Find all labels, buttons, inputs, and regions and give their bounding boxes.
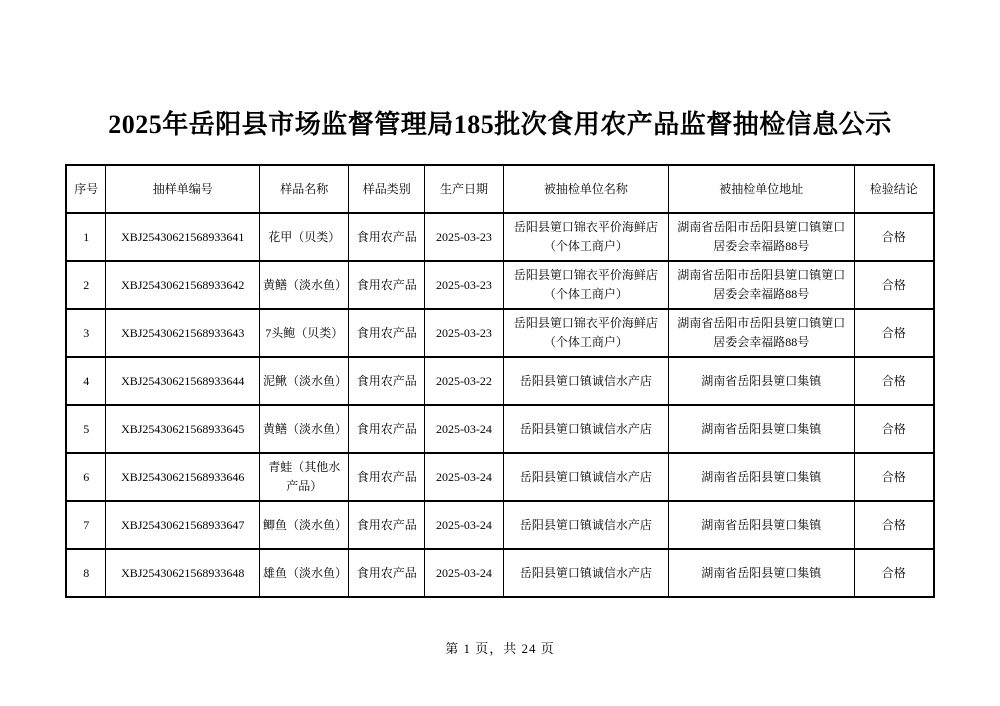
cell-no: 5	[66, 405, 106, 453]
cell-no: 7	[66, 501, 106, 549]
table-header-row	[66, 165, 934, 213]
cell-sample-name: 鲫鱼（淡水鱼）	[260, 501, 349, 549]
cell-no: 1	[66, 213, 106, 261]
cell-production-date: 2025-03-23	[424, 213, 503, 261]
cell-code: XBJ25430621568933648	[106, 549, 260, 597]
cell-result: 合格	[854, 261, 934, 309]
cell-category: 食用农产品	[349, 453, 425, 501]
cell-sample-name: 7头鲍（贝类）	[260, 309, 349, 357]
column-header-sampling-code: 抽样单编号	[106, 165, 260, 213]
column-header-unit-address: 被抽检单位地址	[668, 165, 854, 213]
cell-unit-address: 湖南省岳阳县筻口集镇	[668, 549, 854, 597]
cell-unit-address: 湖南省岳阳县筻口集镇	[668, 405, 854, 453]
inspection-table	[65, 164, 935, 598]
cell-result: 合格	[854, 213, 934, 261]
cell-sample-name: 黄鳝（淡水鱼）	[260, 261, 349, 309]
cell-unit-name: 岳阳县筻口锦衣平价海鲜店（个体工商户）	[503, 213, 668, 261]
cell-no: 3	[66, 309, 106, 357]
cell-unit-name: 岳阳县筻口锦衣平价海鲜店（个体工商户）	[503, 309, 668, 357]
cell-category: 食用农产品	[349, 213, 425, 261]
cell-unit-address: 湖南省岳阳县筻口集镇	[668, 501, 854, 549]
column-header-result: 检验结论	[854, 165, 934, 213]
table-row	[66, 213, 934, 261]
cell-sample-name: 黄鳝（淡水鱼）	[260, 405, 349, 453]
cell-unit-name: 岳阳县筻口镇诚信水产店	[503, 549, 668, 597]
cell-no: 6	[66, 453, 106, 501]
cell-production-date: 2025-03-24	[424, 501, 503, 549]
page-title: 2025年岳阳县市场监督管理局185批次食用农产品监督抽检信息公示	[108, 110, 892, 139]
cell-production-date: 2025-03-23	[424, 309, 503, 357]
table-row	[66, 261, 934, 309]
cell-category: 食用农产品	[349, 357, 425, 405]
table-row	[66, 309, 934, 357]
cell-code: XBJ25430621568933643	[106, 309, 260, 357]
cell-code: XBJ25430621568933646	[106, 453, 260, 501]
cell-unit-address: 湖南省岳阳市岳阳县筻口镇筻口居委会幸福路88号	[668, 213, 854, 261]
cell-unit-name: 岳阳县筻口镇诚信水产店	[503, 453, 668, 501]
cell-result: 合格	[854, 453, 934, 501]
table-row	[66, 357, 934, 405]
cell-category: 食用农产品	[349, 309, 425, 357]
cell-sample-name: 花甲（贝类）	[260, 213, 349, 261]
cell-sample-name: 泥鳅（淡水鱼）	[260, 357, 349, 405]
cell-code: XBJ25430621568933645	[106, 405, 260, 453]
cell-unit-address: 湖南省岳阳县筻口集镇	[668, 453, 854, 501]
cell-category: 食用农产品	[349, 261, 425, 309]
column-header-unit-name: 被抽检单位名称	[503, 165, 668, 213]
cell-result: 合格	[854, 357, 934, 405]
cell-unit-name: 岳阳县筻口镇诚信水产店	[503, 357, 668, 405]
cell-unit-name: 岳阳县筻口锦衣平价海鲜店（个体工商户）	[503, 261, 668, 309]
cell-category: 食用农产品	[349, 549, 425, 597]
page-number: 第 1 页，共 24 页	[445, 640, 555, 656]
table-row	[66, 549, 934, 597]
cell-production-date: 2025-03-24	[424, 405, 503, 453]
table-body	[66, 213, 934, 597]
column-header-production-date: 生产日期	[424, 165, 503, 213]
cell-production-date: 2025-03-23	[424, 261, 503, 309]
cell-code: XBJ25430621568933647	[106, 501, 260, 549]
column-header-serial-number: 序号	[66, 165, 106, 213]
cell-production-date: 2025-03-24	[424, 453, 503, 501]
table-row	[66, 501, 934, 549]
cell-category: 食用农产品	[349, 501, 425, 549]
cell-unit-name: 岳阳县筻口镇诚信水产店	[503, 405, 668, 453]
cell-result: 合格	[854, 549, 934, 597]
cell-code: XBJ25430621568933644	[106, 357, 260, 405]
cell-no: 2	[66, 261, 106, 309]
cell-result: 合格	[854, 309, 934, 357]
cell-production-date: 2025-03-22	[424, 357, 503, 405]
cell-unit-address: 湖南省岳阳市岳阳县筻口镇筻口居委会幸福路88号	[668, 261, 854, 309]
cell-no: 8	[66, 549, 106, 597]
cell-sample-name: 雄鱼（淡水鱼）	[260, 549, 349, 597]
cell-code: XBJ25430621568933642	[106, 261, 260, 309]
column-header-sample-name: 样品名称	[260, 165, 349, 213]
table-row	[66, 453, 934, 501]
table-row	[66, 405, 934, 453]
cell-result: 合格	[854, 501, 934, 549]
cell-result: 合格	[854, 405, 934, 453]
cell-unit-address: 湖南省岳阳县筻口集镇	[668, 357, 854, 405]
cell-category: 食用农产品	[349, 405, 425, 453]
cell-unit-name: 岳阳县筻口镇诚信水产店	[503, 501, 668, 549]
cell-code: XBJ25430621568933641	[106, 213, 260, 261]
cell-sample-name: 青蛙（其他水产品）	[260, 453, 349, 501]
column-header-sample-category: 样品类别	[349, 165, 425, 213]
cell-production-date: 2025-03-24	[424, 549, 503, 597]
cell-unit-address: 湖南省岳阳市岳阳县筻口镇筻口居委会幸福路88号	[668, 309, 854, 357]
cell-no: 4	[66, 357, 106, 405]
